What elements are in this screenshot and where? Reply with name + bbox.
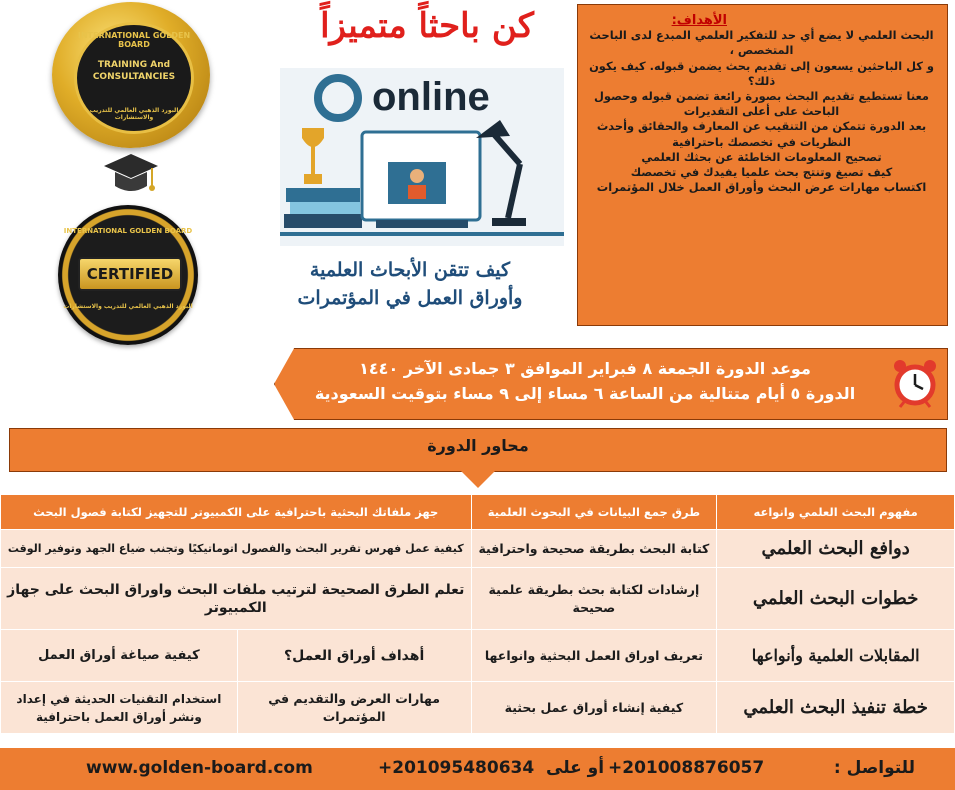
table-cell: أهداف أوراق العمل؟: [237, 630, 471, 682]
table-cell-main: خطوات البحث العلمي: [717, 568, 955, 630]
contact-footer: [0, 748, 955, 790]
table-cell: مهارات العرض والتقديم في المؤتمرات: [237, 682, 471, 734]
page-title: كن باحثاً متميزاً: [320, 6, 534, 46]
table-cell: كيفية صياغة أوراق العمل: [1, 630, 238, 682]
schedule-time: الدورة ٥ أيام متتالية من الساعة ٦ مساء إلى ٩ مساء بتوقيت السعودية: [314, 384, 856, 403]
table-cell: كتابة البحث بطريقة صحيحة واحترافية: [471, 530, 717, 568]
online-word: online: [372, 75, 490, 119]
objectives-heading: الأهداف:: [671, 13, 727, 28]
website-link[interactable]: www.golden-board.com: [86, 758, 313, 778]
golden-board-seal: [52, 2, 210, 148]
seal-arabic-text: البورد الذهبي العالمي للتدريب والاستشارات: [89, 107, 179, 121]
objective-item: كيف تصيغ وتنتج بحث علميا يفيدك في تخصصك: [630, 165, 893, 180]
seal-ring-text: INTERNATIONAL GOLDEN BOARD: [77, 31, 191, 49]
table-cell: كيفية إنشاء أوراق عمل بحثية: [471, 682, 717, 734]
certified-ring-text: INTERNATIONAL GOLDEN BOARD: [63, 227, 193, 235]
table-row: [1, 630, 955, 682]
objective-item: اكتساب مهارات عرض البحث وأوراق العمل خلال المؤتمرات: [596, 180, 927, 195]
table-row: [1, 568, 955, 630]
table-cell: كيفية عمل فهرس تقرير البحث والفصول اتوماتيكيًا وتجنب ضياع الجهد وتوفير الوقت: [1, 530, 472, 568]
table-header-cell: مفهوم البحث العلمي وانواعه: [717, 495, 955, 530]
phone-number[interactable]: +201008876057: [608, 758, 765, 778]
course-axes-title: محاور الدورة: [427, 436, 529, 455]
table-cell: تعلم الطرق الصحيحة لترتيب ملفات البحث واوراق البحث على جهاز الكمبيوتر: [1, 568, 472, 630]
table-cell: تعريف اوراق العمل البحثية وانواعها: [471, 630, 717, 682]
graduation-cap-icon: [102, 152, 160, 198]
subtitle-line-1: كيف تتقن الأبحاث العلمية: [309, 259, 511, 281]
objectives-box: [577, 4, 948, 326]
table-row: [1, 682, 955, 734]
phone-number[interactable]: +201095480634: [378, 758, 535, 778]
objective-item: بعد الدورة تتمكن من التنقيب عن المعارف والحقائق وأحدث النظريات في تخصصك باحترافية: [596, 119, 927, 149]
table-header-cell: طرق جمع البيانات في البحوث العلمية: [471, 495, 717, 530]
course-subtitle: [276, 256, 544, 312]
schedule-date: موعد الدورة الجمعة ٨ فبراير الموافق ٣ جمادى الآخر ١٤٤٠: [359, 359, 811, 378]
table-cell: استخدام التقنيات الحديثة في إعداد ونشر أوراق العمل باحترافية: [1, 682, 238, 734]
chevron-down-icon: [460, 470, 496, 488]
objective-item: معنا تستطيع تقديم البحث بصورة رائعة تضمن قبوله وحصول الباحث على أعلى التقديرات: [594, 89, 929, 119]
or-separator: أو على: [546, 758, 605, 778]
subtitle-line-2: وأوراق العمل في المؤتمرات: [297, 287, 523, 309]
online-illustration: [280, 68, 564, 246]
seal-inner: [74, 22, 194, 134]
table-cell-main: دوافع البحث العلمي: [717, 530, 955, 568]
table-row: [1, 530, 955, 568]
table-cell: إرشادات لكتابة بحث بطريقة علمية صحيحة: [471, 568, 717, 630]
schedule-text: [290, 356, 880, 406]
certified-arabic-text: البورد الذهبي العالمي للتدريب والاستشارات: [63, 303, 193, 310]
certified-badge: CERTIFIED: [78, 257, 182, 291]
table-cell-main: المقابلات العلمية وأنواعها: [717, 630, 955, 682]
table-header-cell: جهز ملفاتك البحثية باحترافية على الكمبيوتر للتجهيز لكتابة فصول البحث: [1, 495, 472, 530]
alarm-clock-icon: [892, 358, 938, 408]
seal-center-text: TRAINING And CONSULTANCIES: [92, 60, 176, 82]
course-topics-table: [0, 494, 955, 734]
objective-item: البحث العلمي لا يضع أي حد للتفكير العلمي المبدع لدى الباحث المتخصص ،: [589, 28, 934, 58]
certified-seal: [58, 205, 198, 345]
table-cell-main: خطة تنفيذ البحث العلمي: [717, 682, 955, 734]
objective-item: تصحيح المعلومات الخاطئة عن بحثك العلمي: [641, 149, 882, 164]
table-header-row: [1, 495, 955, 530]
contact-label: للتواصل :: [833, 758, 915, 778]
objective-item: و كل الباحثين يسعون إلى تقديم بحث يضمن قبوله. كيف يكون ذلك؟: [589, 58, 934, 88]
